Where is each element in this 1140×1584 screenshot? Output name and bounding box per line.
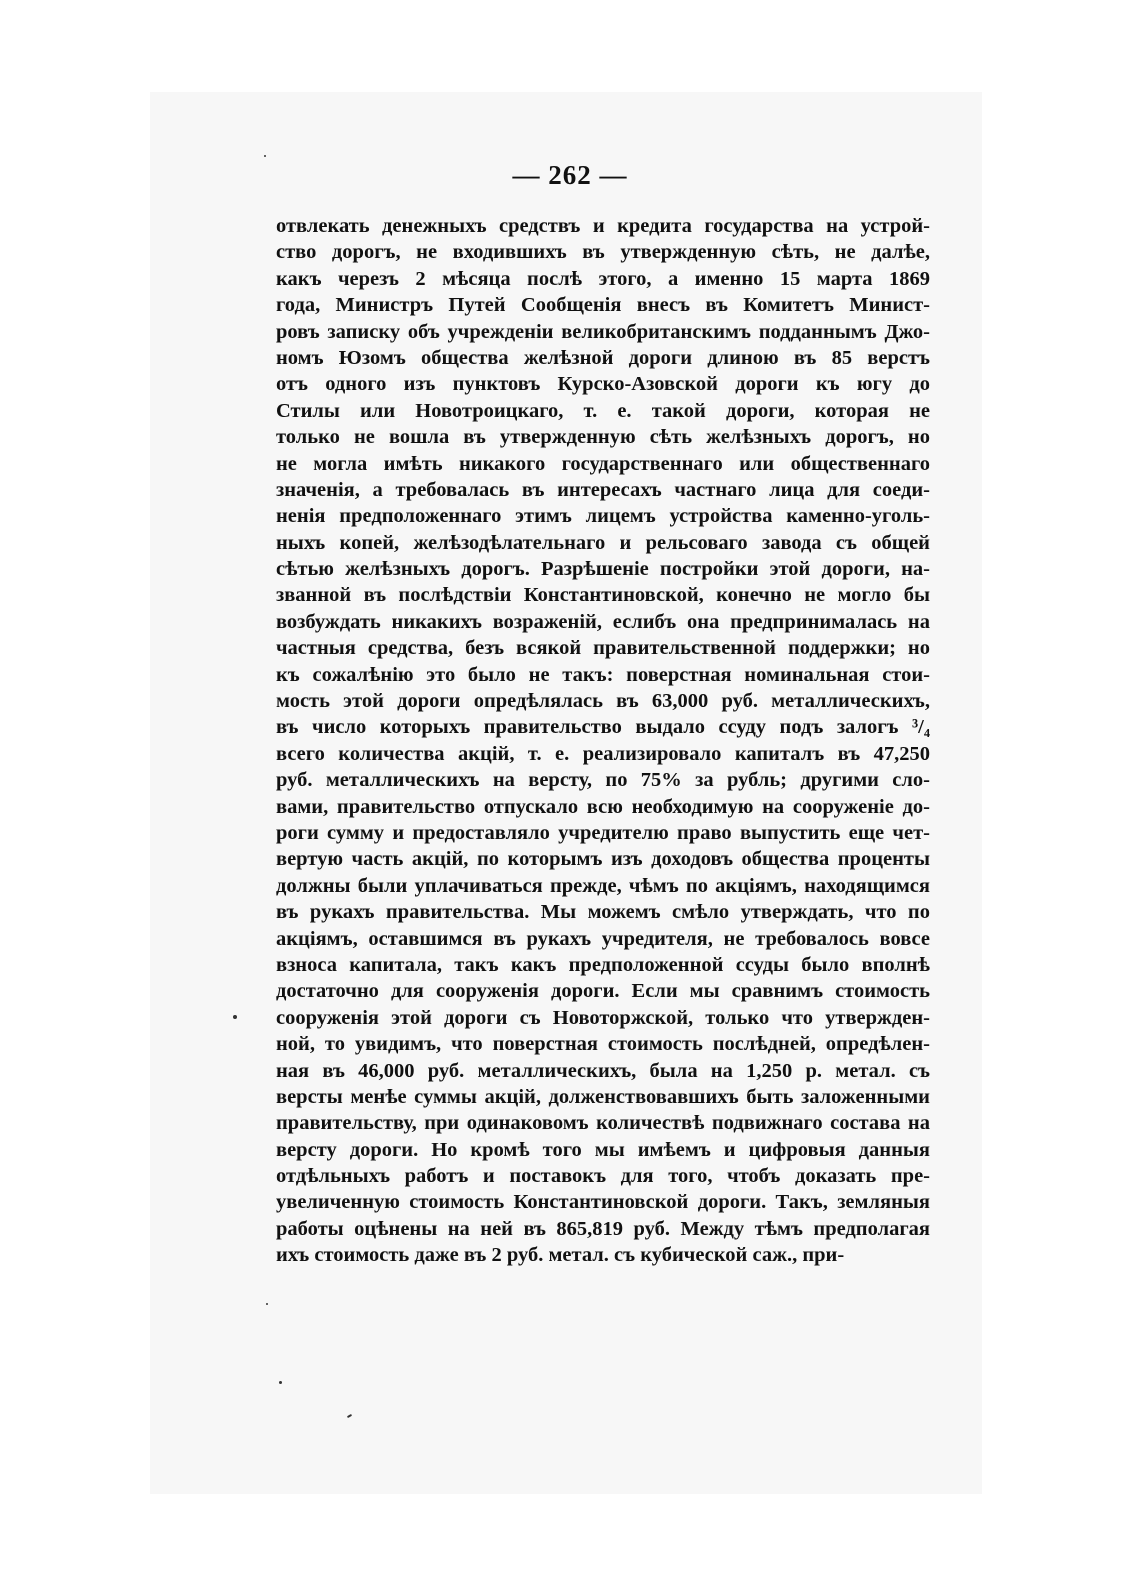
text-line: вами, правительство отпускало всю необходимую на сооруженіе до-: [276, 795, 930, 818]
text-line: всего количества акцій, т. е. реализировало капиталъ въ 47,250: [276, 742, 930, 765]
text-line: отвлекать денежныхъ средствъ и кредита государства на устрой-: [276, 215, 930, 237]
text-line: взноса капитала, такъ какъ предположенной ссуды было вполнѣ: [276, 953, 930, 976]
text-line: ная въ 46,000 руб. металлическихъ, была на 1,250 р. метал. съ: [276, 1059, 930, 1082]
text-line: сооруженія этой дороги съ Новоторжской, только что утвержден-: [276, 1006, 930, 1029]
text-line: достаточно для сооруженія дороги. Если мы сравнимъ стоимость: [276, 980, 930, 1003]
text-line: значенія, а требовалась въ интересахъ частнаго лица для соеди-: [276, 478, 930, 501]
text-line: ныхъ копей, желѣзодѣлательнаго и рельсоваго завода съ общей: [276, 531, 930, 554]
text-line: какъ черезъ 2 мѣсяца послѣ этого, а именно 15 марта 1869: [276, 267, 930, 290]
text-line: ровъ записку объ учрежденіи великобританскимъ подданнымъ Джо-: [276, 320, 930, 343]
text-line: роги сумму и предоставляло учредителю право выпустить еще чет-: [276, 821, 930, 844]
text-line: должны были уплачиваться прежде, чѣмъ по акціямъ, находящимся: [276, 874, 930, 897]
text-line: правительству, при одинаковомъ количествѣ подвижнаго состава на: [276, 1112, 930, 1135]
text-line: отдѣльныхъ работъ и поставокъ для того, чтобъ доказать пре-: [276, 1165, 930, 1188]
text-line: работы оцѣнены на ней въ 865,819 руб. Между тѣмъ предполагая: [276, 1217, 930, 1240]
text-line: къ сожалѣнію это было не такъ: поверстная номинальная стои-: [276, 663, 930, 686]
body-text: [276, 213, 930, 1269]
text-line: версты менѣе суммы акцій, долженствовавшихъ быть заложенными: [276, 1085, 930, 1108]
text-line: года, Министръ Путей Сообщенія внесъ въ Комитетъ Минист-: [276, 294, 930, 317]
text-line: частныя средства, безъ всякой правительственной поддержки; но: [276, 637, 930, 660]
text-line: вертую часть акцій, по которымъ изъ доходовъ общества проценты: [276, 848, 930, 871]
text-line: не могла имѣть никакого государственнаго или общественнаго: [276, 452, 930, 475]
text-line: номъ Юзомъ общества желѣзной дороги длиною въ 85 верстъ: [276, 346, 930, 369]
text-line: Стилы или Новотроицкаго, т. е. такой дороги, которая не: [276, 399, 930, 422]
text-line: акціямъ, оставшимся въ рукахъ учредителя, не требовалось вовсе: [276, 927, 930, 950]
scan-speck: [266, 1303, 268, 1305]
text-line: въ рукахъ правительства. Мы можемъ смѣло утверждать, что по: [276, 901, 930, 924]
text-line: мость этой дороги опредѣлялась въ 63,000 руб. металлическихъ,: [276, 690, 930, 713]
text-line: ихъ стоимость даже въ 2 руб. метал. съ кубической саж., при-: [276, 1244, 845, 1267]
scan-speck: [264, 155, 266, 157]
scan-speck: [279, 1381, 282, 1384]
text-line: сѣтью желѣзныхъ дорогъ. Разрѣшеніе постройки этой дороги, на-: [276, 558, 930, 581]
scan-speck: [233, 1015, 237, 1019]
text-line: возбуждать никакихъ возраженій, еслибъ она предпринималась на: [276, 610, 930, 633]
text-line: ной, то увидимъ, что поверстная стоимость послѣдней, опредѣлен-: [276, 1033, 930, 1056]
text-line: руб. металлическихъ на версту, по 75% за рубль; другими сло-: [276, 769, 930, 792]
text-line: званной въ послѣдствіи Константиновской, конечно не могло бы: [276, 584, 930, 607]
text-line: только не вошла въ утвержденную сѣть желѣзныхъ дорогъ, но: [276, 426, 930, 449]
text-line: ненія предположеннаго этимъ лицемъ устройства каменно-уголь-: [276, 505, 930, 528]
text-line: отъ одного изъ пунктовъ Курско-Азовской дороги къ югу до: [276, 373, 930, 396]
text-line: ство дорогъ, не входившихъ въ утвержденную сѣть, не далѣе,: [276, 241, 930, 264]
page-number: — 262 —: [512, 160, 628, 190]
text-line: увеличенную стоимость Константиновской дороги. Такъ, земляныя: [276, 1191, 930, 1214]
text-line: въ число которыхъ правительство выдало ссуду подъ залогъ ³/₄: [276, 716, 930, 739]
text-line: версту дороги. Но кромѣ того мы имѣемъ и цифровыя данныя: [276, 1138, 930, 1161]
